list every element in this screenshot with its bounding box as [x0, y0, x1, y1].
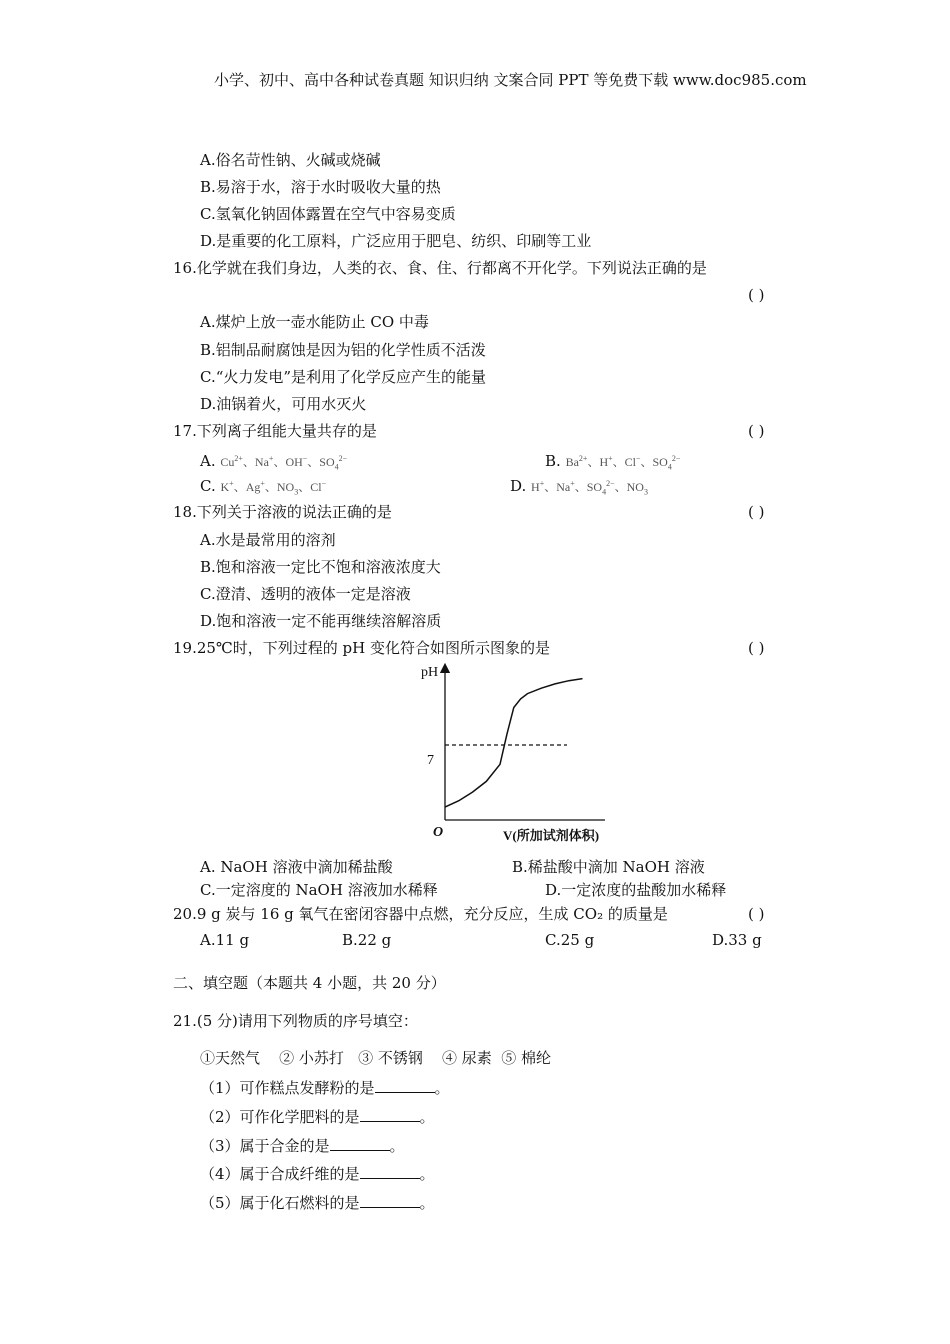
q21-sub-3	[200, 1136, 405, 1156]
q21-sub-3-text: （3）属于合金的是	[200, 1137, 330, 1155]
q21-sub-4-end: 。	[419, 1165, 435, 1183]
q21-sub-4	[200, 1164, 435, 1184]
q16-option-c: C.“火力发电”是利用了化学反应产生的能量	[200, 368, 487, 386]
q17-option-d	[510, 474, 648, 502]
ph-curve	[445, 679, 583, 808]
q16-option-a: A.煤炉上放一壶水能防止 CO 中毒	[200, 313, 429, 331]
q20-stem: 20.9 g 炭与 16 g 氧气在密闭容器中点燃，充分反应，生成 CO₂ 的质量是	[173, 905, 668, 923]
q17-option-c	[200, 474, 326, 502]
q19-option-c: C.一定溶度的 NaOH 溶液加水稀释	[200, 881, 438, 899]
y-axis-label: pH	[421, 665, 439, 680]
q21-sub-1-text: （1）可作糕点发酵粉的是	[200, 1079, 375, 1097]
q17-d-label: D.	[510, 477, 527, 495]
q19-answer-paren: ( )	[748, 639, 765, 657]
q21-stem: 21.(5 分)请用下列物质的序号填空：	[173, 1012, 418, 1030]
q19-option-b: B.稀盐酸中滴加 NaOH 溶液	[512, 858, 705, 876]
q15-option-d: D.是重要的化工原料，广泛应用于肥皂、纺织、印刷等工业	[200, 232, 592, 250]
q17-d-ions: H+、Na+、$SO_4^{2-}$、$NO_3$	[531, 479, 648, 497]
q17-c-label: C.	[200, 477, 216, 495]
page-header: 小学、初中、高中各种试卷真题 知识归纳 文案合同 PPT 等免费下载 www.doc985.com	[214, 71, 807, 89]
q19-option-d: D.一定浓度的盐酸加水稀释	[545, 881, 727, 899]
q15-option-a: A.俗名苛性钠、火碱或烧碱	[200, 151, 381, 169]
q18-stem: 18.下列关于溶液的说法正确的是	[173, 503, 392, 521]
q20-answer-paren: ( )	[748, 905, 765, 923]
q19-stem: 19.25℃时，下列过程的 pH 变化符合如图所示图象的是	[173, 639, 550, 657]
q21-blank-5[interactable]	[360, 1193, 420, 1208]
q21-blank-1[interactable]	[375, 1078, 435, 1093]
q21-blank-4[interactable]	[360, 1164, 420, 1179]
q21-sub-3-end: 。	[389, 1137, 405, 1155]
q15-option-c: C.氢氧化钠固体露置在空气中容易变质	[200, 205, 456, 223]
x-axis-label: V(所加试剂体积)	[503, 828, 600, 843]
q21-sub-2-text: （2）可作化学肥料的是	[200, 1108, 360, 1126]
q19-option-a: A. NaOH 溶液中滴加稀盐酸	[200, 858, 393, 876]
q21-sub-2	[200, 1107, 435, 1127]
q21-sub-2-end: 。	[419, 1108, 435, 1126]
q21-sub-5-text: （5）属于化石燃料的是	[200, 1194, 360, 1212]
q16-answer-paren: ( )	[748, 286, 765, 304]
ph-curve-chart	[405, 660, 635, 850]
ref-line-label: 7	[427, 753, 434, 768]
q18-answer-paren: ( )	[748, 503, 765, 521]
q20-option-d: D.33 g	[712, 931, 762, 949]
q21-sub-1	[200, 1078, 450, 1098]
q17-answer-paren: ( )	[748, 422, 765, 440]
q18-option-d: D.饱和溶液一定不能再继续溶解溶质	[200, 612, 442, 630]
q18-option-b: B.饱和溶液一定比不饱和溶液浓度大	[200, 558, 441, 576]
q21-blank-2[interactable]	[360, 1107, 420, 1122]
q15-option-b: B.易溶于水，溶于水时吸收大量的热	[200, 178, 441, 196]
q20-option-b: B.22 g	[342, 931, 392, 949]
q20-option-c: C.25 g	[545, 931, 595, 949]
q21-sub-4-text: （4）属于合成纤维的是	[200, 1165, 360, 1183]
section-2-heading: 二、填空题（本题共 4 小题，共 20 分）	[173, 974, 446, 992]
q20-option-a: A.11 g	[200, 931, 250, 949]
q17-b-ions: $Ba^{2+}$、H+、Cl−、$SO_4^{2-}$	[565, 454, 681, 472]
q21-sub-1-end: 。	[434, 1079, 450, 1097]
origin-label: O	[433, 825, 444, 840]
q18-option-a: A.水是最常用的溶剂	[200, 531, 336, 549]
q17-a-label: A.	[200, 452, 216, 470]
q17-stem: 17.下列离子组能大量共存的是	[173, 422, 377, 440]
q21-sub-5	[200, 1193, 435, 1213]
q21-blank-3[interactable]	[330, 1136, 390, 1151]
q17-a-ions: $Cu^{2+}$、Na+、OH−、$SO_4^{2-}$	[220, 454, 348, 472]
q17-c-ions: K+、Ag+、$NO_3$、Cl−	[220, 479, 327, 497]
q17-b-label: B.	[545, 452, 561, 470]
q21-options: ①天然气 ② 小苏打 ③ 不锈钢 ④ 尿素 ⑤ 棉纶	[200, 1049, 552, 1067]
q21-sub-5-end: 。	[419, 1194, 435, 1212]
q16-option-b: B.铝制品耐腐蚀是因为铝的化学性质不活泼	[200, 341, 486, 359]
q18-option-c: C.澄清、透明的液体一定是溶液	[200, 585, 411, 603]
q16-stem: 16.化学就在我们身边，人类的衣、食、住、行都离不开化学。下列说法正确的是	[173, 259, 707, 277]
q16-option-d: D.油锅着火，可用水灭火	[200, 395, 367, 413]
